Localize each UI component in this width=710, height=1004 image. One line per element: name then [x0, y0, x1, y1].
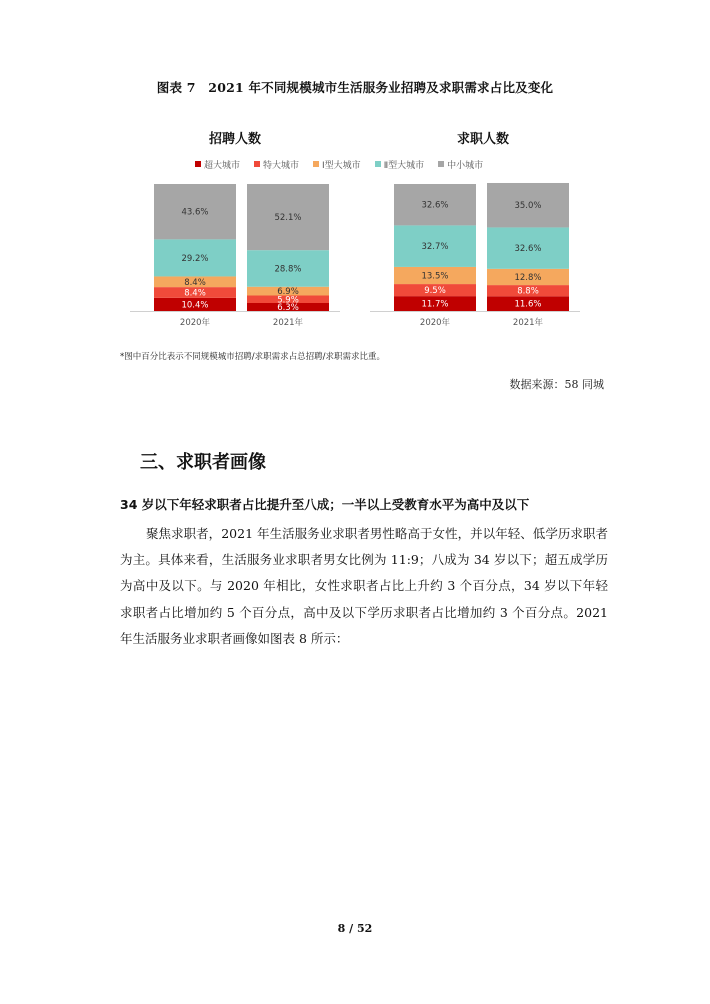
- recruit-stacked-bar-chart: [130, 180, 340, 330]
- x-tick-label: 2020年: [179, 318, 211, 328]
- legend-label: Ⅱ型大城市: [383, 160, 425, 171]
- legend-item: [195, 157, 240, 171]
- data-label: 32.7%: [421, 242, 449, 253]
- data-label: 8.4%: [184, 277, 206, 288]
- data-label: 8.8%: [517, 286, 539, 297]
- body-paragraph: 聚焦求职者，2021 年生活服务业求职者男性略高于女性，并以年轻、低学历求职者为主。具体来看，生活服务业求职者男女比例为 11:9；八成为 34 岁以下；超五成学历为高中及以下。与 2020 年相比，女性求职者占比上升约 3 个百分点，34 岁以下年轻求职者占比增加约 5 个百分点，高中及以下学历求职者占比增加约 3 个百分点。2021 年生活服务业求职者画像如图表 8 所示：: [120, 526, 608, 646]
- section-title: 三、求职者画像: [140, 452, 266, 473]
- legend-item: [375, 157, 424, 171]
- page-number: 8 / 52: [337, 922, 373, 935]
- jobseek-stacked-bar-chart: [370, 180, 580, 330]
- legend-item: [313, 157, 361, 171]
- subheading: 34 岁以下年轻求职者占比提升至八成；一半以上受教育水平为高中及以下: [120, 497, 530, 512]
- data-label: 11.6%: [514, 299, 542, 310]
- figure-title: 图表 7 2021 年不同规模城市生活服务业招聘及求职需求占比及变化: [156, 80, 554, 95]
- chart-title-jobseek: 求职人数: [456, 132, 509, 147]
- data-label: 13.5%: [421, 271, 449, 282]
- legend-label: 超大城市: [204, 160, 241, 171]
- data-label: 12.8%: [514, 272, 542, 283]
- chart-legend: [195, 157, 515, 171]
- data-source: 数据来源：58 同城: [509, 378, 604, 391]
- data-label: 9.5%: [424, 286, 446, 297]
- chart-note: *图中百分比表示不同规模城市招聘/求职需求占总招聘/求职需求比重。: [120, 352, 385, 362]
- legend-label: 中小城市: [447, 160, 484, 171]
- x-tick-label: 2021年: [272, 318, 304, 328]
- chart-title-recruit: 招聘人数: [208, 132, 261, 147]
- legend-item: [254, 157, 299, 171]
- data-label: 32.6%: [514, 244, 542, 255]
- x-tick-label: 2020年: [419, 318, 451, 328]
- data-label: 32.6%: [421, 200, 449, 211]
- data-label: 29.2%: [181, 253, 209, 264]
- data-label: 35.0%: [514, 201, 542, 212]
- legend-label: Ⅰ型大城市: [322, 160, 361, 171]
- data-label: 6.3%: [277, 302, 299, 313]
- legend-item: [438, 157, 483, 171]
- data-label: 5.9%: [277, 295, 299, 306]
- legend-swatch: [254, 161, 260, 167]
- legend-swatch: [195, 161, 201, 167]
- data-label: 11.7%: [421, 299, 449, 310]
- data-label: 43.6%: [181, 207, 209, 218]
- x-tick-label: 2021年: [512, 318, 544, 328]
- legend-swatch: [375, 161, 381, 167]
- data-label: 28.8%: [274, 264, 302, 275]
- data-label: 10.4%: [181, 300, 209, 311]
- data-label: 8.4%: [184, 288, 206, 299]
- legend-swatch: [313, 161, 319, 167]
- legend-label: 特大城市: [263, 160, 300, 171]
- legend-swatch: [438, 161, 444, 167]
- data-label: 52.1%: [274, 213, 302, 224]
- data-label: 6.9%: [277, 287, 299, 298]
